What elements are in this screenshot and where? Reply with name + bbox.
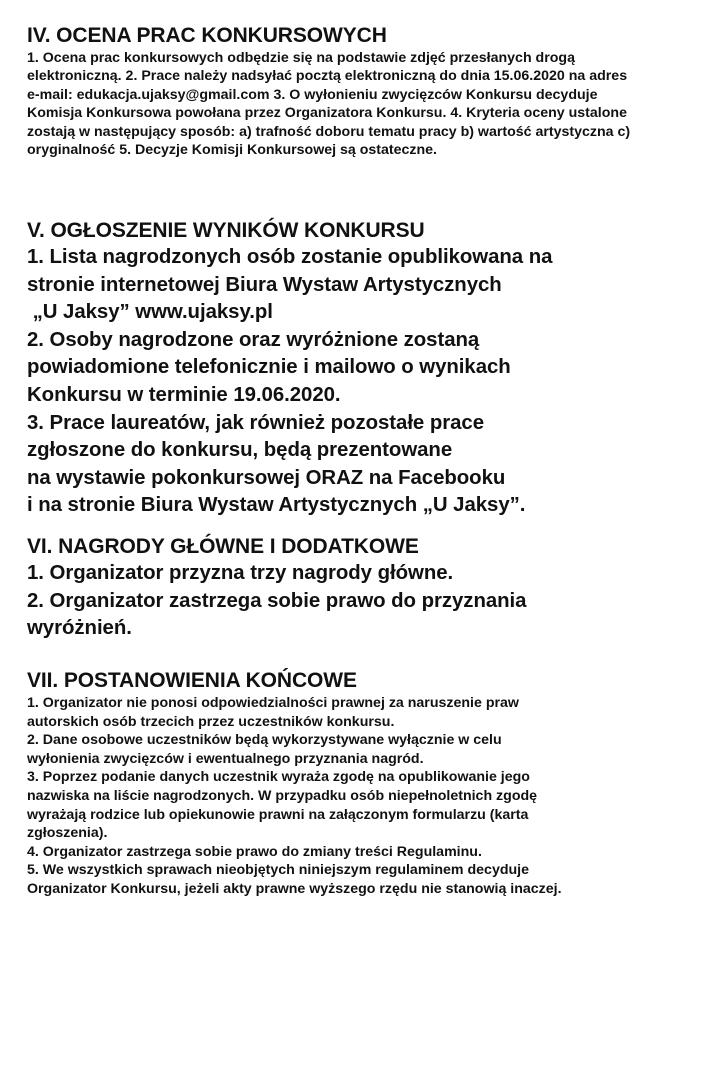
provisions-line: autorskich osób trzecich przez uczestników konkursu. [27,713,395,730]
results-line: powiadomione telefonicznie i mailowo o wynikach [27,356,511,379]
section-title-final-provisions: VII. POSTANOWIENIA KOŃCOWE [27,669,357,692]
results-line: i na stronie Biura Wystaw Artystycznych „U Jaksy”. [27,494,526,517]
provisions-line: Organizator Konkursu, jeżeli akty prawne wyższego rzędu nie stanowią inaczej. [27,880,562,897]
results-line: 2. Osoby nagrodzone oraz wyróżnione zostaną [27,328,480,351]
section-results-announcement [27,218,717,520]
results-line: Konkursu w terminie 19.06.2020. [27,383,341,406]
provisions-line: 4. Organizator zastrzega sobie prawo do zmiany treści Regulaminu. [27,843,482,860]
provisions-line: 1. Organizator nie ponosi odpowiedzialności prawnej za naruszenie praw [27,695,519,711]
awards-line: 2. Organizator zastrzega sobie prawo do przyznania [27,589,527,612]
provisions-line: nazwiska na liście nagrodzonych. W przypadku osób niepełnoletnich zgodę [27,787,538,804]
results-line: „U Jaksy” www.ujaksy.pl [27,301,273,324]
section-awards [27,534,717,643]
section-title-results: V. OGŁOSZENIE WYNIKÓW KONKURSU [27,219,425,242]
awards-line: wyróżnień. [27,617,132,640]
section-body-evaluation: 1. Ocena prac konkursowych odbędzie się na podstawie zdjęć przesłanych drogą elektroniczną. 2. Prace należy nadsyłać pocztą elektroniczną do dnia 15.06.2020 na adres e-mail: edukacja.ujaksy@gmail.com 3. O wyłonieniu zwycięzców Konkursu decyduje Komisja Konkursowa powołana przez Organizatora Konkursu. 4. Kryteria oceny ustalone zostają w następujący sposób: a) trafność doboru tematu pracy b) wartość artystyczna c) oryginalność 5. Decyzje Komisji Konkursowej są ostateczne. [27,50,631,159]
section-title-evaluation: IV. OCENA PRAC KONKURSOWYCH [27,24,387,47]
results-line: na wystawie pokonkursowej ORAZ na Facebooku [27,466,506,489]
section-title-awards: VI. NAGRODY GŁÓWNE I DODATKOWE [27,535,419,558]
provisions-line: zgłoszenia). [27,825,108,842]
provisions-line: wyrażają rodzice lub opiekunowie prawni na załączonym formularzu (karta [27,806,529,823]
results-line: 3. Prace laureatów, jak również pozostałe prace [27,411,484,434]
results-line: 1. Lista nagrodzonych osób zostanie opublikowana na [27,246,553,268]
section-final-provisions [27,668,717,899]
provisions-line: 5. We wszystkich sprawach nieobjętych niniejszym regulaminem decyduje [27,862,529,879]
provisions-line: 2. Dane osobowe uczestników będą wykorzystywane wyłącznie w celu [27,732,502,749]
awards-line: 1. Organizator przyzna trzy nagrody główne. [27,562,454,584]
results-line: stronie internetowej Biura Wystaw Artystycznych [27,273,502,296]
provisions-line: 3. Poprzez podanie danych uczestnik wyraża zgodę na opublikowanie jego [27,769,530,786]
results-line: zgłoszone do konkursu, będą prezentowane [27,439,453,462]
provisions-line: wyłonienia zwycięzców i ewentualnego przyznania nagród. [27,750,424,767]
section-evaluation [27,23,647,159]
